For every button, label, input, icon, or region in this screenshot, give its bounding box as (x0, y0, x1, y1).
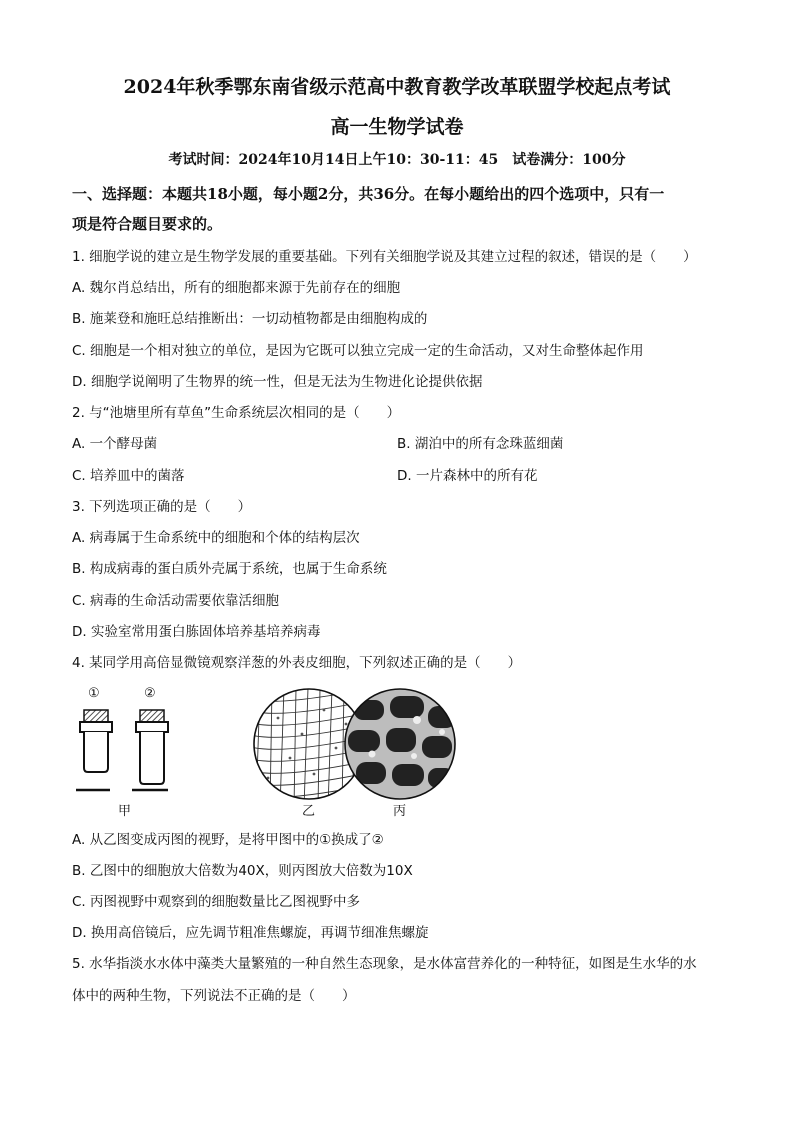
objective-label-1: ① (88, 686, 100, 701)
q4-option-b: B. 乙图中的细胞放大倍数为40X，则丙图放大倍数为10X (72, 863, 413, 879)
q2-stem: 2. 与“池塘里所有草鱼”生命系统层次相同的是（ ） (72, 405, 401, 421)
q1-option-b: B. 施莱登和施旺总结推断出：一切动植物都是由细胞构成的 (72, 311, 428, 327)
q2-option-a: A. 一个酵母菌 (72, 436, 158, 452)
q3-option-b: B. 构成病毒的蛋白质外壳属于系统，也属于生命系统 (72, 561, 387, 577)
q4-option-c: C. 丙图视野中观察到的细胞数量比乙图视野中多 (72, 894, 361, 910)
q1-option-c: C. 细胞是一个相对独立的单位，是因为它既可以独立完成一定的生命活动，又对生命整体起作用 (72, 343, 644, 359)
q3-option-a: A. 病毒属于生命系统中的细胞和个体的结构层次 (72, 530, 360, 546)
section-heading-line1: 一、选择题：本题共18小题，每小题2分，共36分。在每小题给出的四个选项中，只有一 (72, 185, 665, 203)
microscope-figure (72, 688, 472, 818)
objective-lens-1-icon (80, 710, 112, 772)
q1-option-a: A. 魏尔肖总结出，所有的细胞都来源于先前存在的细胞 (72, 280, 401, 296)
q4-figure (72, 688, 472, 818)
objective-lens-2-icon (136, 710, 168, 784)
q1-option-d: D. 细胞学说阐明了生物界的统一性，但是无法为生物进化论提供依据 (72, 374, 483, 390)
q4-option-d: D. 换用高倍镜后，应先调节粗准焦螺旋，再调节细准焦螺旋 (72, 925, 429, 941)
figure-label-yi: 乙 (302, 804, 316, 819)
q2-option-d: D. 一片森林中的所有花 (397, 468, 538, 484)
exam-subtitle: 高一生物学试卷 (330, 116, 464, 138)
q1-stem: 1. 细胞学说的建立是生物学发展的重要基础。下列有关细胞学说及其建立过程的叙述，错误的是（ ） (72, 249, 697, 265)
figure-label-jia: 甲 (118, 804, 132, 819)
q3-option-d: D. 实验室常用蛋白胨固体培养基培养病毒 (72, 624, 321, 640)
q5-stem-line1: 5. 水华指淡水水体中藻类大量繁殖的一种自然生态现象，是水体富营养化的一种特征，如图是生水华的水 (72, 956, 697, 972)
figure-label-bing: 丙 (393, 804, 407, 819)
exam-title: 2024年秋季鄂东南省级示范高中教育教学改革联盟学校起点考试 (123, 76, 671, 98)
q3-option-c: C. 病毒的生命活动需要依靠活细胞 (72, 593, 280, 609)
q4-stem: 4. 某同学用高倍显微镜观察洋葱的外表皮细胞，下列叙述正确的是（ ） (72, 655, 522, 671)
q5-stem-line2: 体中的两种生物，下列说法不正确的是（ ） (72, 988, 356, 1004)
q4-option-a: A. 从乙图变成丙图的视野，是将甲图中的①换成了② (72, 832, 384, 848)
exam-info: 考试时间：2024年10月14日上午10：30-11：45 试卷满分：100分 (168, 152, 626, 168)
section-heading-line2: 项是符合题目要求的。 (72, 215, 223, 233)
q2-option-b: B. 湖泊中的所有念珠蓝细菌 (397, 436, 564, 452)
objective-label-2: ② (144, 686, 156, 701)
q3-stem: 3. 下列选项正确的是（ ） (72, 499, 252, 515)
q2-option-c: C. 培养皿中的菌落 (72, 468, 185, 484)
